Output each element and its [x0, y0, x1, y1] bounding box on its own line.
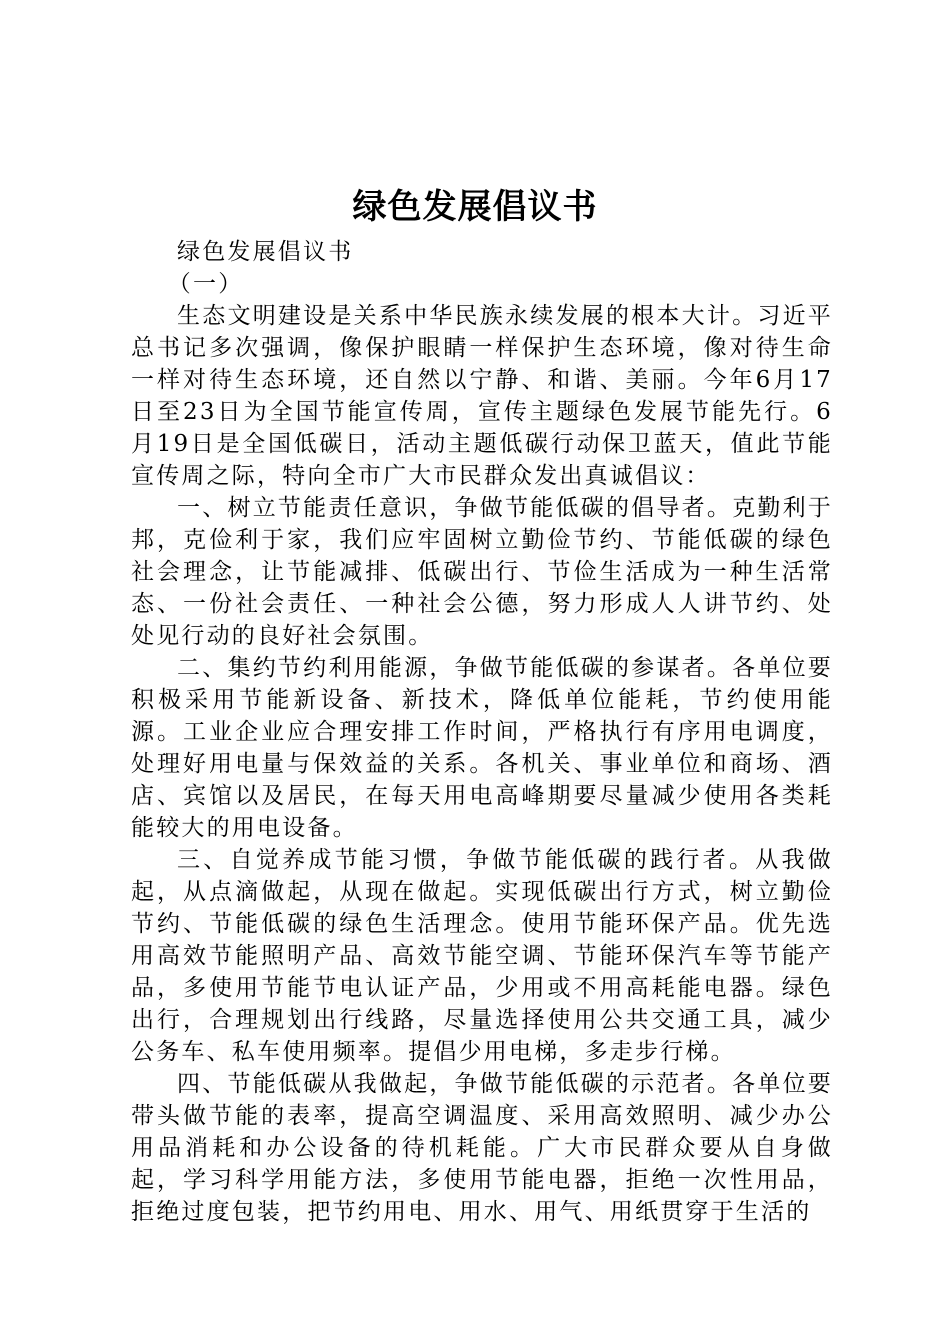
paragraph-intro: 生态文明建设是关系中华民族永续发展的根本大计。习近平总书记多次强调，像保护眼睛一样保护生态环境，像对待生命一样对待生态环境，还自然以宁静、和谐、美丽。今年6月17日至23日为全国节能宣传周，宣传主题绿色发展节能先行。6月19日是全国低碳日，活动主题低碳行动保卫蓝天，值此节能宣传周之际，特向全市广大市民群众发出真诚倡议： [131, 303, 833, 489]
document-title: 绿色发展倡议书 [352, 187, 598, 227]
paragraph-item-2: 二、集约节约利用能源，争做节能低碳的参谋者。各单位要积极采用节能新设备、新技术，降低单位能耗，节约使用能源。工业企业应合理安排工作时间，严格执行有序用电调度，处理好用电量与保效益的关系。各机关、事业单位和商场、酒店、宾馆以及居民，在每天用电高峰期要尽量减少使用各类耗能较大的用电设备。 [131, 655, 833, 841]
paragraph-item-4: 四、节能低碳从我做起，争做节能低碳的示范者。各单位要带头做节能的表率，提高空调温度、采用高效照明、减少办公用品消耗和办公设备的待机耗能。广大市民群众要从自身做起，学习科学用能方法，多使用节能电器，拒绝一次性用品，拒绝过度包装，把节约用电、用水、用气、用纸贯穿于生活的 [131, 1071, 833, 1225]
document-subtitle: 绿色发展倡议书 [177, 239, 354, 265]
section-marker: （一） [167, 271, 244, 297]
document-body [131, 236, 833, 1228]
paragraph-item-1: 一、树立节能责任意识，争做节能低碳的倡导者。克勤利于邦，克俭利于家，我们应牢固树立勤俭节约、节能低碳的绿色社会理念，让节能减排、低碳出行、节俭生活成为一种生活常态、一份社会责任、一种社会公德，努力形成人人讲节约、处处见行动的良好社会氛围。 [131, 495, 833, 649]
paragraph-item-3: 三、自觉养成节能习惯，争做节能低碳的践行者。从我做起，从点滴做起，从现在做起。实现低碳出行方式，树立勤俭节约、节能低碳的绿色生活理念。使用节能环保产品。优先选用高效节能照明产品、高效节能空调、节能环保汽车等节能产品，多使用节能节电认证产品，少用或不用高耗能电器。绿色出行，合理规划出行线路，尽量选择使用公共交通工具，减少公务车、私车使用频率。提倡少用电梯，多走步行梯。 [131, 847, 833, 1065]
